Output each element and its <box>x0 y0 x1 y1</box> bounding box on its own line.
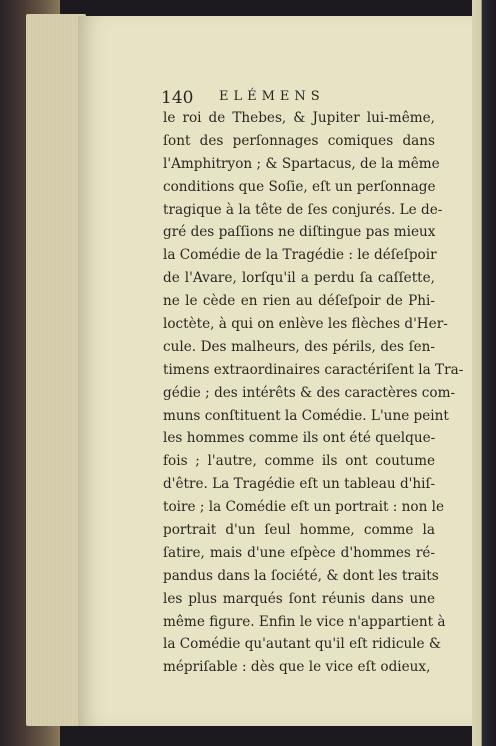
page-edges <box>26 14 86 726</box>
text-line: conditions que Soſie, eſt un perſonnage <box>163 178 436 195</box>
text-line: l'Amphitryon ; & Spartacus, de la même <box>163 155 440 172</box>
text-line: ne le cède en rien au déſeſpoir de Phi- <box>163 293 435 310</box>
text-line: loctète, à qui on enlève les flèches d'Her- <box>163 316 448 333</box>
text-line: d'être. La Tragédie eſt un tableau d'hiſ- <box>163 476 436 493</box>
text-line: portrait d'un ſeul homme, comme la <box>163 522 435 539</box>
text-line: pandus dans la ſociété, & dont les traits <box>163 567 439 584</box>
body-text <box>163 107 464 679</box>
text-line: ſatire, mais d'une eſpèce d'hommes ré- <box>163 544 435 561</box>
text-line: le roi de Thebes, & Jupiter lui-même, <box>163 110 435 126</box>
text-line: muns conſtituent la Comédie. L'une peint <box>163 407 449 424</box>
running-title: ELÉMENS <box>219 89 325 104</box>
text-line: cule. Des malheurs, des périls, des ſen- <box>163 338 435 355</box>
text-line: la Comédie qu'autant qu'il eſt ridicule & <box>163 636 442 653</box>
text-line: fois ; l'autre, comme ils ont coutume <box>163 453 435 470</box>
text-line: la Comédie de la Tragédie : le déſeſpoir <box>163 247 437 264</box>
text-line: les hommes comme ils ont été quelque- <box>163 430 436 447</box>
text-line: même figure. Enfin le vice n'appartient à <box>163 613 446 630</box>
text-line: mépriſable : dès que le vice eſt odieux, <box>163 659 431 676</box>
text-line: ſont des perſonnages comiques dans <box>163 132 435 149</box>
text-line: gédie ; des intérêts & des caractères com- <box>163 384 456 401</box>
text-line: les plus marqués ſont réunis dans une <box>163 590 435 607</box>
text-line: de l'Avare, lorſqu'il a perdu ſa caſſette, <box>163 270 435 287</box>
text-line: toire ; la Comédie eſt un portrait : non le <box>163 499 445 516</box>
text-line: timens extraordinaires caractériſent la Tra- <box>163 361 464 378</box>
page-number: 140 <box>161 88 194 108</box>
text-line: tragique à la tête de ſes conjurés. Le de- <box>163 201 443 218</box>
text-line: gré des paſſions ne diſtingue pas mieux <box>163 224 436 241</box>
scan-border <box>472 0 496 746</box>
